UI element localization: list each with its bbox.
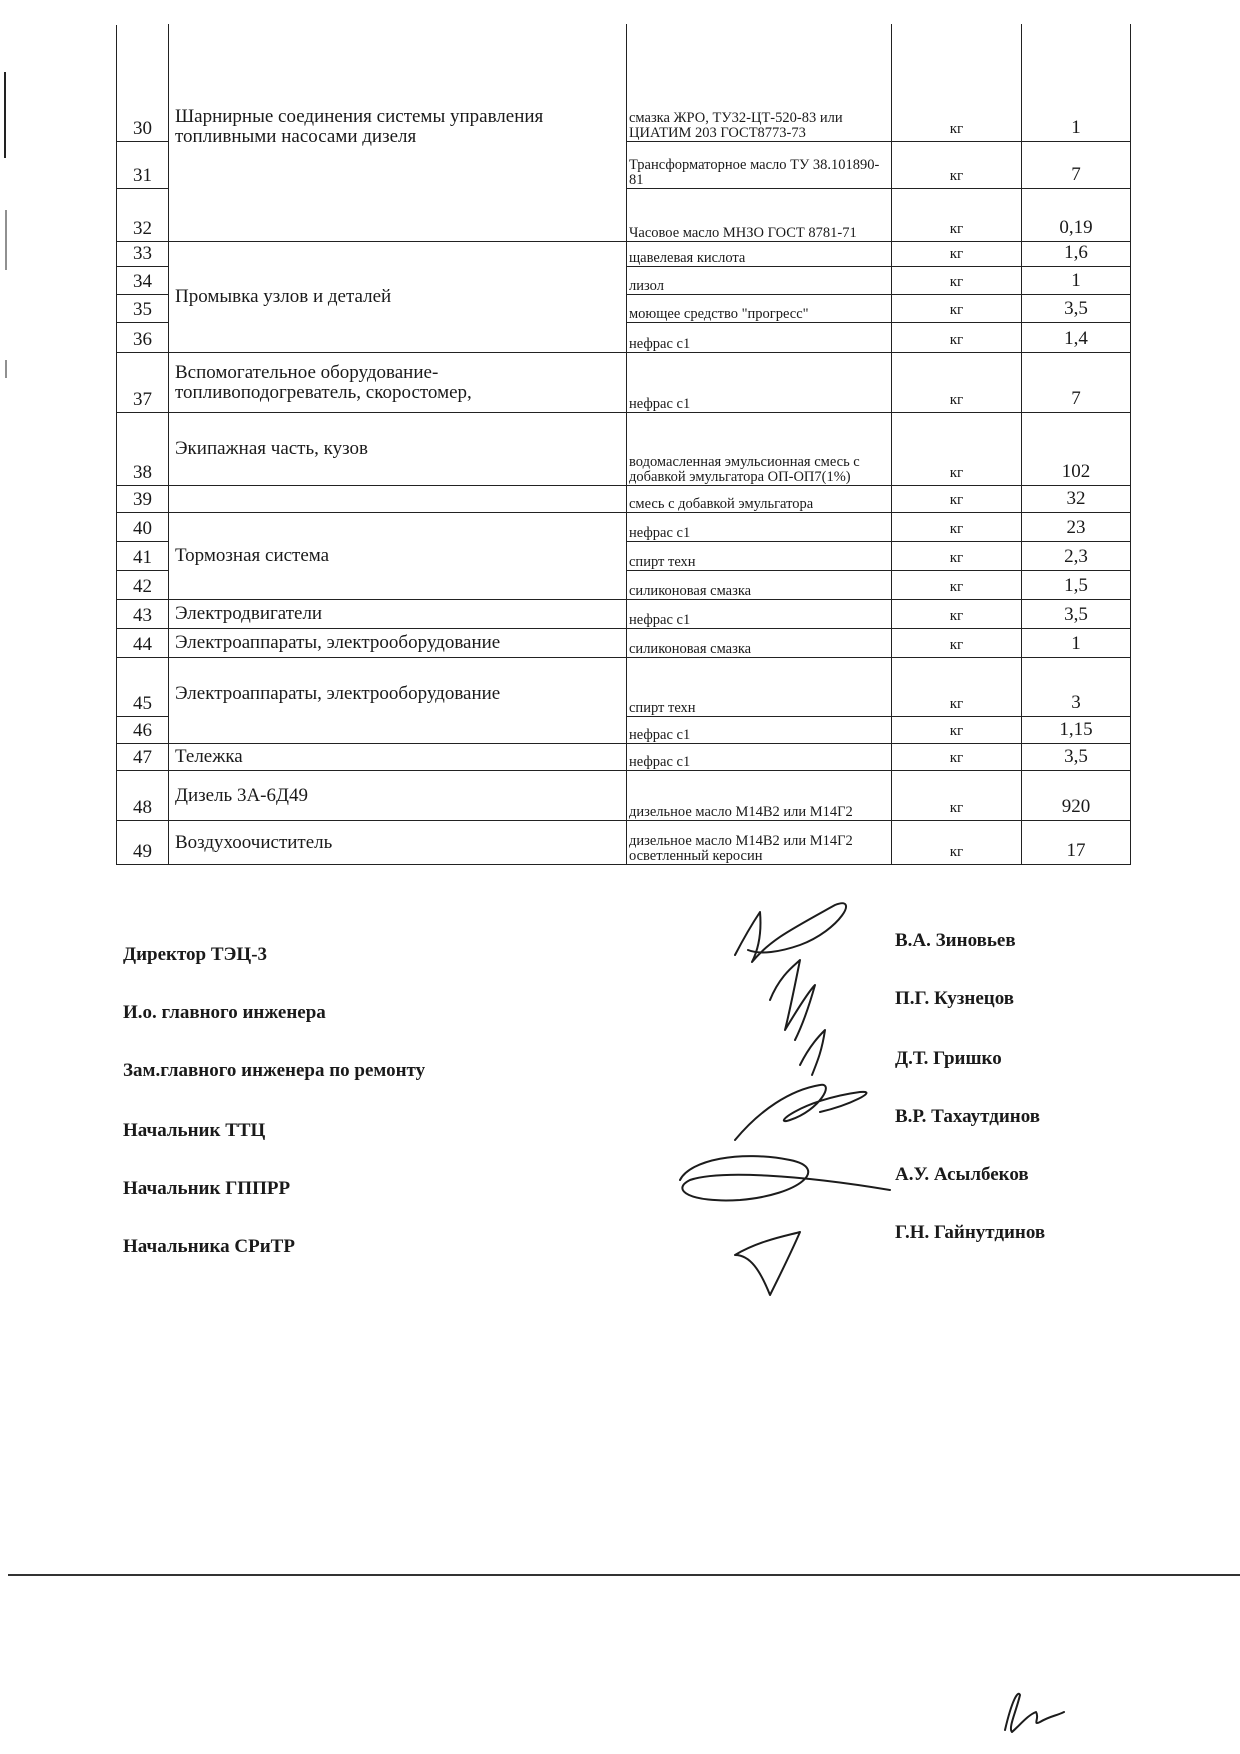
quantity-cell: 7 — [1022, 353, 1131, 413]
material-name: щавелевая кислота — [627, 242, 892, 267]
signer-title: Директор ТЭЦ-3 — [123, 944, 268, 965]
signer-name: Д.Т. Гришко — [895, 1048, 1002, 1069]
system-name: Дизель 3А-6Д49 — [169, 771, 627, 821]
material-name: лизол — [627, 267, 892, 295]
system-name: Тележка — [169, 744, 627, 771]
row-number: 34 — [117, 267, 169, 295]
material-name: дизельное масло М14В2 или М14Г2 осветленный керосин — [627, 821, 892, 865]
quantity-cell: 17 — [1022, 821, 1131, 865]
quantity-cell: 920 — [1022, 771, 1131, 821]
row-number: 48 — [117, 771, 169, 821]
row-number: 35 — [117, 295, 169, 323]
signature-asylbekov — [680, 1156, 890, 1200]
row-number: 49 — [117, 821, 169, 865]
signature-gainutdinov — [735, 1232, 800, 1295]
signature-kuznetsov — [770, 960, 815, 1040]
unit-cell: кг — [892, 295, 1022, 323]
unit-cell: кг — [892, 571, 1022, 600]
signer-name: В.Р. Тахаутдинов — [895, 1106, 1041, 1127]
unit-cell: кг — [892, 821, 1022, 865]
material-name: спирт техн — [627, 542, 892, 571]
row-number: 37 — [117, 353, 169, 413]
material-name: смесь с добавкой эмульгатора — [627, 486, 892, 513]
quantity-cell: 0,19 — [1022, 189, 1131, 242]
signer-name: В.А. Зиновьев — [895, 930, 1016, 951]
material-name: смазка ЖРО, ТУ32-ЦТ-520-83 или ЦИАТИМ 203 ГОСТ8773-73 — [627, 25, 892, 142]
unit-cell: кг — [892, 189, 1022, 242]
row-number: 45 — [117, 658, 169, 717]
row-number: 44 — [117, 629, 169, 658]
row-number: 31 — [117, 142, 169, 189]
unit-cell: кг — [892, 771, 1022, 821]
footer-divider — [8, 1574, 1240, 1576]
row-number: 46 — [117, 717, 169, 744]
system-name: Экипажная часть, кузов — [169, 413, 627, 486]
quantity-cell: 1,5 — [1022, 571, 1131, 600]
signer-title: Начальника СРиТР — [123, 1236, 295, 1257]
system-name: Тормозная система — [169, 513, 627, 600]
quantity-cell: 102 — [1022, 413, 1131, 486]
material-name: нефрас с1 — [627, 600, 892, 629]
system-name: Электроаппараты, электрооборудование — [169, 658, 627, 744]
row-number: 33 — [117, 242, 169, 267]
material-name: силиконовая смазка — [627, 629, 892, 658]
signer-name: Г.Н. Гайнутдинов — [895, 1222, 1046, 1243]
unit-cell: кг — [892, 513, 1022, 542]
unit-cell: кг — [892, 142, 1022, 189]
signature-grishko — [800, 1030, 825, 1075]
material-name: дизельное масло М14В2 или М14Г2 — [627, 771, 892, 821]
signer-title: Начальник ГППРР — [123, 1178, 291, 1199]
quantity-cell: 1 — [1022, 25, 1131, 142]
quantity-cell: 1,4 — [1022, 323, 1131, 353]
row-number: 40 — [117, 513, 169, 542]
system-name: Электродвигатели — [169, 600, 627, 629]
system-name: Воздухоочиститель — [169, 821, 627, 865]
unit-cell: кг — [892, 717, 1022, 744]
row-number: 42 — [117, 571, 169, 600]
material-name: спирт техн — [627, 658, 892, 717]
signer-title: Зам.главного инженера по ремонту — [123, 1060, 426, 1081]
quantity-cell: 1,15 — [1022, 717, 1131, 744]
material-name: нефрас с1 — [627, 513, 892, 542]
material-name: нефрас с1 — [627, 353, 892, 413]
row-number: 32 — [117, 189, 169, 242]
signer-name: А.У. Асылбеков — [895, 1164, 1029, 1185]
material-name: нефрас с1 — [627, 744, 892, 771]
unit-cell: кг — [892, 600, 1022, 629]
signature-corner-initial — [1005, 1694, 1064, 1732]
row-number: 41 — [117, 542, 169, 571]
signature-takhautdinov — [735, 1085, 866, 1140]
unit-cell: кг — [892, 629, 1022, 658]
system-name: Промывка узлов и деталей — [169, 242, 627, 353]
system-name: Шарнирные соединения системы управления топливными насосами дизеля — [169, 25, 627, 242]
row-number: 30 — [117, 25, 169, 142]
unit-cell: кг — [892, 267, 1022, 295]
material-name: нефрас с1 — [627, 323, 892, 353]
quantity-cell: 3,5 — [1022, 744, 1131, 771]
unit-cell: кг — [892, 25, 1022, 142]
row-number: 38 — [117, 413, 169, 486]
quantity-cell: 32 — [1022, 486, 1131, 513]
unit-cell: кг — [892, 323, 1022, 353]
material-name: водомасленная эмульсионная смесь с добавкой эмульгатора ОП-ОП7(1%) — [627, 413, 892, 486]
unit-cell: кг — [892, 658, 1022, 717]
unit-cell: кг — [892, 242, 1022, 267]
quantity-cell: 2,3 — [1022, 542, 1131, 571]
system-name: Электроаппараты, электрооборудование — [169, 629, 627, 658]
system-name: Вспомогательное оборудование-топливоподогреватель, скоростомер, — [169, 353, 627, 413]
quantity-cell: 1 — [1022, 629, 1131, 658]
row-number: 39 — [117, 486, 169, 513]
unit-cell: кг — [892, 353, 1022, 413]
unit-cell: кг — [892, 744, 1022, 771]
quantity-cell: 7 — [1022, 142, 1131, 189]
unit-cell: кг — [892, 413, 1022, 486]
signer-title: Начальник ТТЦ — [123, 1120, 266, 1141]
unit-cell: кг — [892, 542, 1022, 571]
row-number: 43 — [117, 600, 169, 629]
signer-name: П.Г. Кузнецов — [895, 988, 1015, 1009]
quantity-cell: 1 — [1022, 267, 1131, 295]
quantity-cell: 1,6 — [1022, 242, 1131, 267]
material-name: нефрас с1 — [627, 717, 892, 744]
material-name: Трансформаторное масло ТУ 38.101890-81 — [627, 142, 892, 189]
signature-zinoviev — [735, 903, 846, 962]
signer-title: И.о. главного инженера — [123, 1002, 326, 1023]
material-name: Часовое масло МНЗО ГОСТ 8781-71 — [627, 189, 892, 242]
quantity-cell: 23 — [1022, 513, 1131, 542]
quantity-cell: 3,5 — [1022, 600, 1131, 629]
quantity-cell: 3 — [1022, 658, 1131, 717]
quantity-cell: 3,5 — [1022, 295, 1131, 323]
material-name: моющее средство "прогресс" — [627, 295, 892, 323]
material-name: силиконовая смазка — [627, 571, 892, 600]
row-number: 36 — [117, 323, 169, 353]
unit-cell: кг — [892, 486, 1022, 513]
row-number: 47 — [117, 744, 169, 771]
